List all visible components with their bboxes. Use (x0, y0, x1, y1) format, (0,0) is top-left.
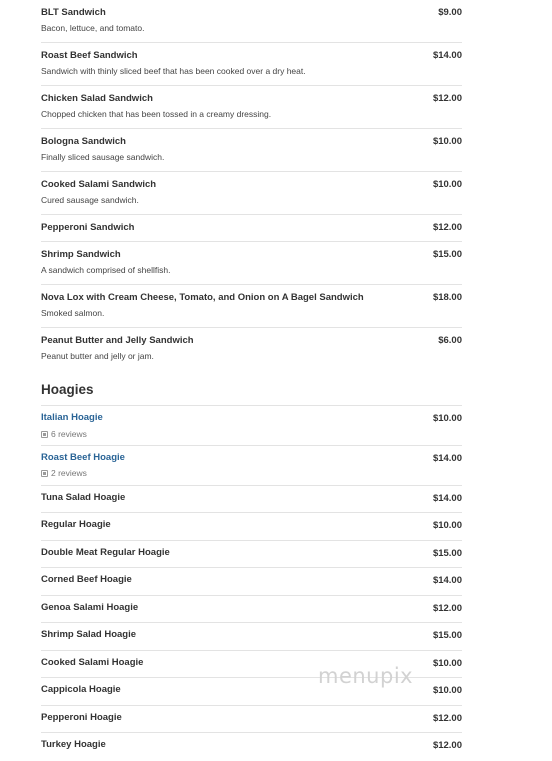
menu-item-genoa-salami-hoagie (41, 596, 462, 623)
review-icon (41, 431, 48, 438)
item-description: Bacon, lettuce, and tomato. (41, 23, 145, 33)
item-description: Finally sliced sausage sandwich. (41, 152, 165, 162)
item-name: Cappicola Hoagie (41, 684, 121, 695)
item-price: $10.00 (432, 413, 462, 424)
menu-item-nova-lox-sandwich (41, 285, 462, 328)
item-description: Chopped chicken that has been tossed in a creamy dressing. (41, 109, 272, 119)
item-description: Cured sausage sandwich. (41, 195, 139, 205)
item-name: Double Meat Regular Hoagie (41, 547, 170, 558)
item-price: $15.00 (432, 249, 462, 260)
item-name: Tuna Salad Hoagie (41, 492, 126, 503)
menu-item-chicken-salad-sandwich (41, 86, 462, 129)
item-price: $10.00 (432, 658, 462, 669)
menu-item-pbj-sandwich (41, 328, 462, 371)
item-price: $10.00 (432, 685, 462, 696)
menu-item-bologna-sandwich (41, 129, 462, 172)
hoagie-list (41, 406, 462, 760)
item-name: Roast Beef Sandwich (41, 50, 138, 61)
menu-item-regular-hoagie (41, 513, 462, 541)
menu-item-double-meat-regular-hoagie (41, 541, 462, 568)
menu-item-pepperoni-hoagie (41, 706, 462, 733)
item-name: Bologna Sandwich (41, 136, 126, 147)
item-name: Corned Beef Hoagie (41, 574, 132, 585)
item-price: $18.00 (432, 292, 462, 303)
item-name: Peanut Butter and Jelly Sandwich (41, 335, 194, 346)
reviews-link[interactable] (41, 468, 87, 478)
item-name: Chicken Salad Sandwich (41, 93, 153, 104)
menu-item-shrimp-sandwich (41, 242, 462, 285)
item-name: Regular Hoagie (41, 519, 111, 530)
item-description: A sandwich comprised of shellfish. (41, 265, 171, 275)
item-price: $12.00 (432, 93, 462, 104)
item-price: $10.00 (432, 136, 462, 147)
menu-item-tuna-salad-hoagie (41, 486, 462, 513)
watermark-logo: menupix (318, 664, 414, 688)
item-price: $14.00 (432, 493, 462, 504)
item-price: $14.00 (432, 575, 462, 586)
item-name: Nova Lox with Cream Cheese, Tomato, and Onion on A Bagel Sandwich (41, 292, 364, 303)
item-name: Shrimp Sandwich (41, 249, 121, 260)
item-price: $14.00 (432, 453, 462, 464)
item-price: $14.00 (432, 50, 462, 61)
section-title-hoagies: Hoagies (41, 382, 94, 397)
item-name-link[interactable]: Italian Hoagie (41, 412, 103, 423)
item-name: Genoa Salami Hoagie (41, 602, 139, 613)
menu-item-blt-sandwich (41, 0, 462, 43)
sandwich-list (41, 0, 462, 371)
menu-item-corned-beef-hoagie (41, 568, 462, 596)
reviews-link[interactable] (41, 429, 87, 439)
item-price: $15.00 (432, 548, 462, 559)
item-price: $12.00 (432, 740, 462, 751)
review-icon (41, 470, 48, 477)
item-name: Turkey Hoagie (41, 739, 106, 750)
item-price: $12.00 (432, 713, 462, 724)
menu-item-cooked-salami-sandwich (41, 172, 462, 215)
item-description: Sandwich with thinly sliced beef that has been cooked over a dry heat. (41, 66, 306, 76)
menu-item-roast-beef-hoagie (41, 446, 462, 486)
menu-item-italian-hoagie (41, 406, 462, 446)
menu-item-turkey-hoagie (41, 733, 462, 760)
item-price: $10.00 (432, 520, 462, 531)
menu-item-roast-beef-sandwich (41, 43, 462, 86)
item-name: Shrimp Salad Hoagie (41, 629, 137, 640)
item-price: $9.00 (438, 7, 462, 18)
item-name: Cooked Salami Hoagie (41, 657, 144, 668)
item-price: $6.00 (438, 335, 462, 346)
reviews-count: 2 reviews (51, 468, 87, 478)
item-name: BLT Sandwich (41, 7, 106, 18)
item-description: Peanut butter and jelly or jam. (41, 351, 154, 361)
item-description: Smoked salmon. (41, 308, 105, 318)
reviews-count: 6 reviews (51, 429, 87, 439)
menu-item-shrimp-salad-hoagie (41, 623, 462, 651)
item-price: $12.00 (432, 222, 462, 233)
item-price: $10.00 (432, 179, 462, 190)
item-name: Cooked Salami Sandwich (41, 179, 157, 190)
item-name: Pepperoni Sandwich (41, 222, 135, 233)
item-price: $12.00 (432, 603, 462, 614)
item-name-link[interactable]: Roast Beef Hoagie (41, 452, 125, 463)
item-name: Pepperoni Hoagie (41, 712, 122, 723)
item-price: $15.00 (432, 630, 462, 641)
menu-item-pepperoni-sandwich (41, 215, 462, 242)
